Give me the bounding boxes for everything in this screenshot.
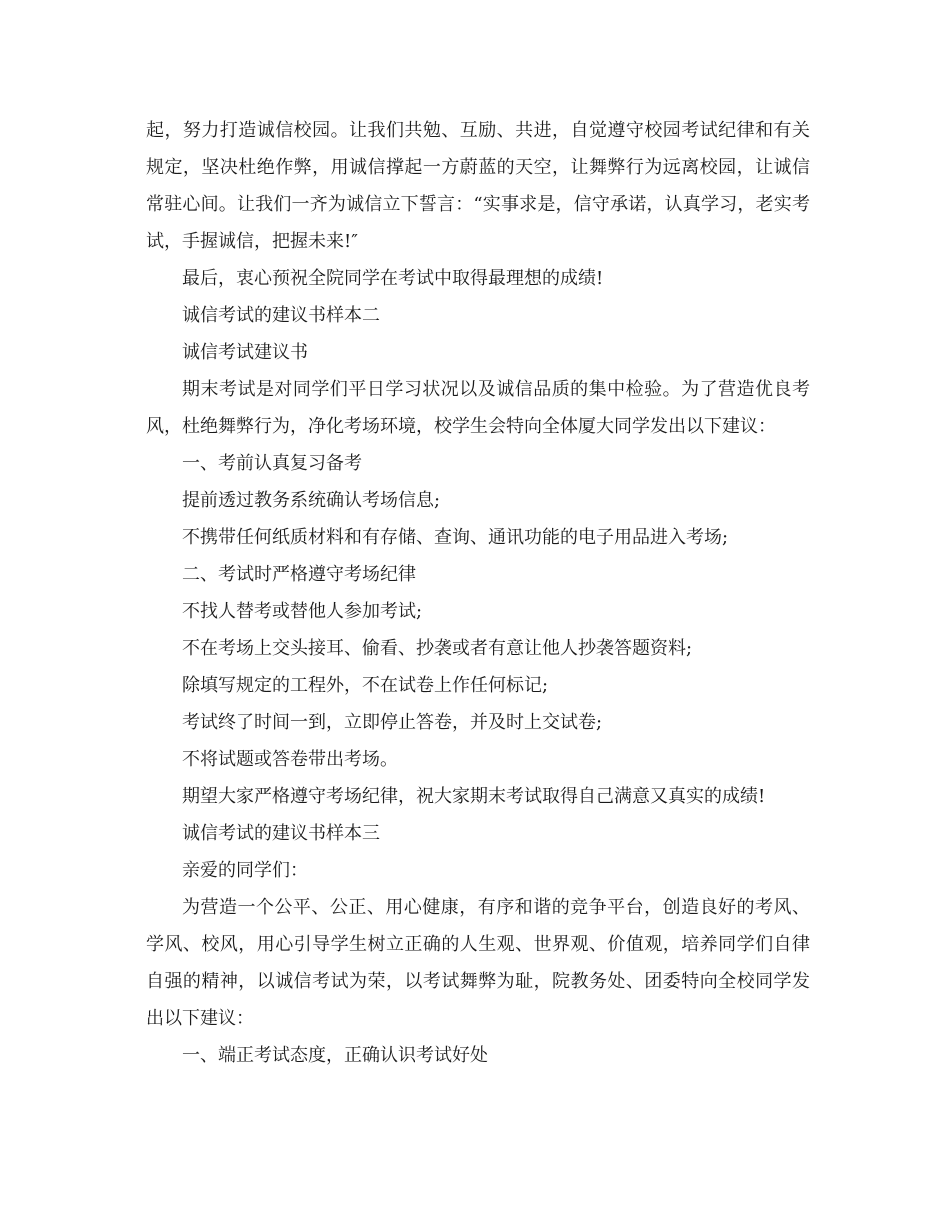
list-item: 提前透过教务系统确认考场信息; <box>182 490 441 511</box>
section-heading-sample-two: 诚信考试的建议书样本二 <box>182 305 380 326</box>
list-item: 不找人替考或替他人参加考试; <box>182 601 423 622</box>
list-item: 考试终了时间一到，立即停止答卷，并及时上交试卷; <box>182 712 603 733</box>
section-heading-sample-three: 诚信考试的建议书样本三 <box>182 823 380 844</box>
list-item: 不在考场上交头接耳、偷看、抄袭或者有意让他人抄袭答题资料; <box>182 638 693 659</box>
list-item: 除填写规定的工程外，不在试卷上作任何标记; <box>182 675 549 696</box>
list-heading-one: 一、考前认真复习备考 <box>182 453 362 474</box>
list-heading-two: 二、考试时严格遵守考场纪律 <box>182 564 416 585</box>
list-item: 不携带任何纸质材料和有存储、查询、通讯功能的电子用品进入考场; <box>182 527 729 548</box>
list-item: 不将试题或答卷带出考场。 <box>182 749 398 770</box>
paragraph-continuation: 起，努力打造诚信校园。让我们共勉、互励、共进，自觉遵守校园考试纪律和有关规定，坚决杜绝作弊，用诚信撑起一方蔚蓝的天空，让舞弊行为远离校园，让诚信常驻心间。让我们一齐为诚信立下誓言：“实事求是，信守承诺，认真学习，老实考试，手握诚信，把握未来!″ <box>146 120 810 252</box>
paragraph-closing-wish: 最后，衷心预祝全院同学在考试中取得最理想的成绩! <box>182 268 604 289</box>
paragraph-intro: 期末考试是对同学们平日学习状况以及诚信品质的集中检验。为了营造优良考风，杜绝舞弊行为，净化考场环境，校学生会特向全体厦大同学发出以下建议： <box>146 379 810 437</box>
salutation: 亲爱的同学们： <box>182 860 308 881</box>
paragraph-closing: 期望大家严格遵守考场纪律，祝大家期末考试取得自己满意又真实的成绩! <box>182 786 766 807</box>
document-body <box>146 112 810 1074</box>
list-heading-one: 一、端正考试态度，正确认识考试好处 <box>182 1045 488 1066</box>
paragraph-body: 为营造一个公平、公正、用心健康，有序和谐的竞争平台，创造良好的考风、学风、校风，用心引导学生树立正确的人生观、世界观、价值观，培养同学们自律自强的精神，以诚信考试为荣，以考试舞弊为耻，院教务处、团委特向全校同学发出以下建议： <box>146 897 810 1029</box>
document-title: 诚信考试建议书 <box>182 342 308 363</box>
